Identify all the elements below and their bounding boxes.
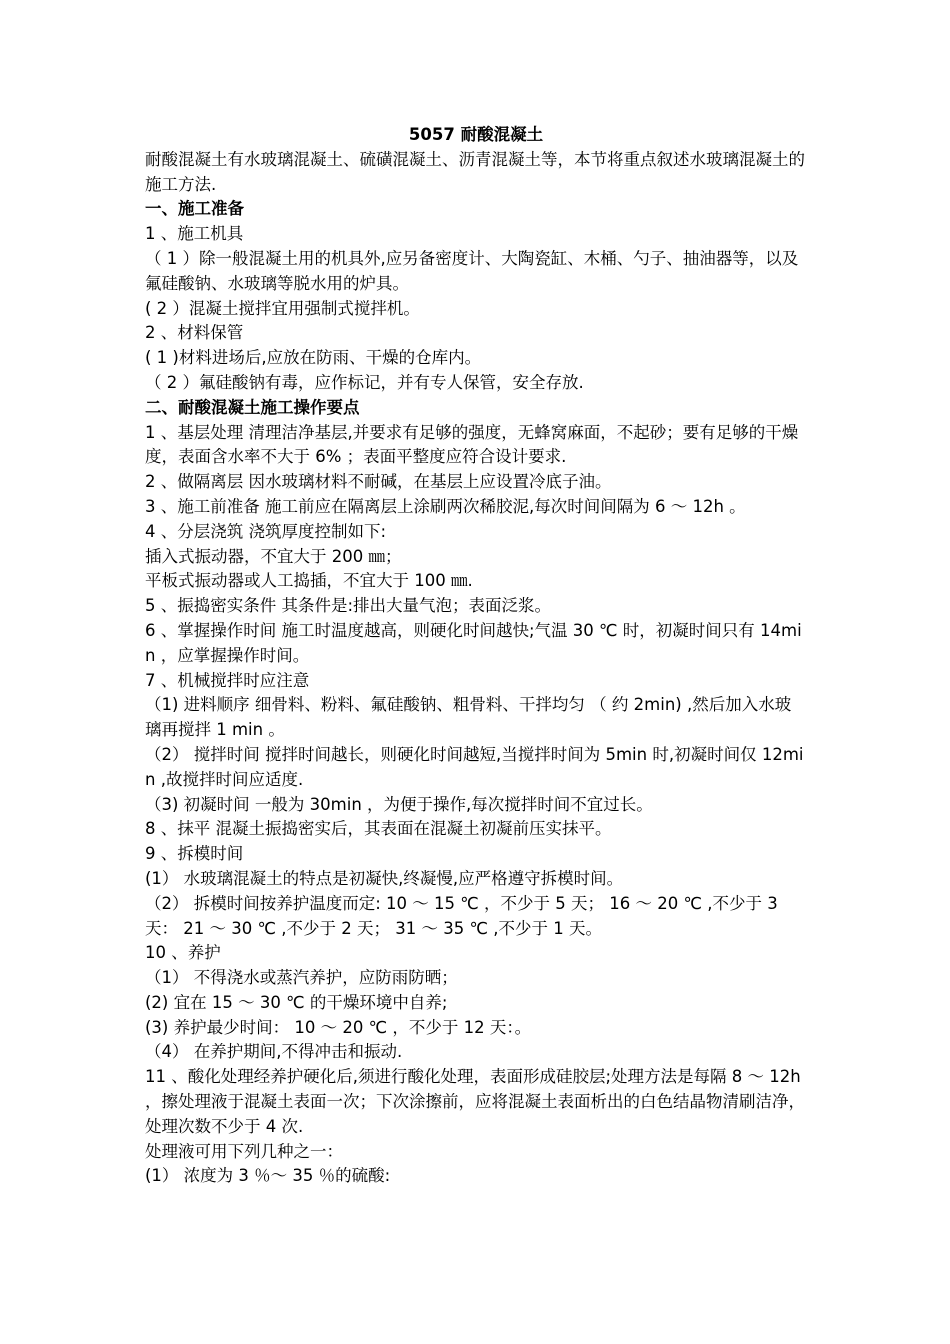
paragraph: (3) 养护最少时间： 10 ～ 20 ℃ ，不少于 12 天：。 <box>145 1017 532 1037</box>
paragraph: （2） 拆模时间按养护温度而定: 10 ～ 15 ℃ ，不少于 5 天； 16 ～ 20 ℃ ,不少于 3 天： 21 ～ 30 ℃ ,不少于 2 天； 31 ～ 35 ℃ ,不少于 1 天。 <box>145 893 778 938</box>
section-heading: 一、施工准备 <box>145 199 244 219</box>
document-title: 5057 耐酸混凝土 <box>408 125 544 144</box>
section-heading: 二、耐酸混凝土施工操作要点 <box>145 397 360 417</box>
document-body <box>145 148 807 1189</box>
paragraph: （1） 不得浇水或蒸汽养护，应防雨防晒； <box>145 968 458 988</box>
paragraph: 9 、拆模时间 <box>145 844 244 864</box>
paragraph: 8 、抹平 混凝土振捣密实后，其表面在混凝土初凝前压实抹平。 <box>145 819 612 839</box>
paragraph: （1) 进料顺序 细骨料、粉料、氟硅酸钠、粗骨料、干拌均匀 （ 约 2min) ,然后加入水玻璃再搅拌 1 min 。 <box>145 695 792 740</box>
paragraph: 7 、机械搅拌时应注意 <box>145 670 310 690</box>
paragraph: （4） 在养护期间,不得冲击和振动. <box>145 1042 403 1062</box>
paragraph: 3 、施工前准备 施工前应在隔离层上涂刷两次稀胶泥,每次时间间隔为 6 ～ 12h 。 <box>145 496 746 516</box>
paragraph: 耐酸混凝土有水玻璃混凝土、硫磺混凝土、沥青混凝土等，本节将重点叙述水玻璃混凝土的施工方法. <box>145 149 805 194</box>
paragraph: 平板式振动器或人工捣插，不宜大于 100 ㎜. <box>145 571 473 591</box>
paragraph: 2 、做隔离层 因水玻璃材料不耐碱，在基层上应设置冷底子油。 <box>145 472 612 492</box>
paragraph: （3) 初凝时间 一般为 30min ，为便于操作,每次搅拌时间不宜过长。 <box>145 794 653 814</box>
paragraph: (1） 浓度为 3 ％～ 35 ％的硫酸: <box>145 1166 391 1186</box>
paragraph: (1） 水玻璃混凝土的特点是初凝快,终凝慢,应严格遵守拆模时间。 <box>145 868 624 888</box>
paragraph: 6 、掌握操作时间 施工时温度越高，则硬化时间越快;气温 30 ℃ 时，初凝时间只有 14min ，应掌握操作时间。 <box>145 620 802 665</box>
paragraph: 5 、振捣密实条件 其条件是:排出大量气泡；表面泛浆。 <box>145 596 552 616</box>
document-page <box>145 123 807 1189</box>
paragraph: (2) 宜在 15 ～ 30 ℃ 的干燥环境中自养; <box>145 992 448 1012</box>
paragraph: 11 、酸化处理经养护硬化后,须进行酸化处理，表面形成硅胶层;处理方法是每隔 8 ～ 12h ，擦处理液于混凝土表面一次；下次涂擦前，应将混凝土表面析出的白色结晶物清刷洁净，处理次数不少于 4 次. <box>145 1067 805 1136</box>
paragraph: 4 、分层浇筑 浇筑厚度控制如下: <box>145 521 387 541</box>
paragraph: 插入式振动器，不宜大于 200 ㎜； <box>145 546 402 566</box>
paragraph: 处理液可用下列几种之一： <box>145 1141 343 1161</box>
paragraph: 2 、材料保管 <box>145 323 244 343</box>
paragraph: （2） 搅拌时间 搅拌时间越长，则硬化时间越短,当搅拌时间为 5min 时,初凝时间仅 12min ,故搅拌时间应适度. <box>145 744 804 789</box>
paragraph: （ 1 ）除一般混凝土用的机具外,应另备密度计、大陶瓷缸、木桶、勺子、抽油器等，以及氟硅酸钠、水玻璃等脱水用的炉具。 <box>145 248 799 293</box>
paragraph: ( 2 ）混凝土搅拌宜用强制式搅拌机。 <box>145 298 420 318</box>
paragraph: （ 2 ）氟硅酸钠有毒，应作标记，并有专人保管，安全存放. <box>145 372 584 392</box>
paragraph: 1 、基层处理 清理洁净基层,并要求有足够的强度，无蜂窝麻面，不起砂；要有足够的干燥度，表面含水率不大于 6% ；表面平整度应符合设计要求. <box>145 422 799 467</box>
paragraph: ( 1 )材料进场后,应放在防雨、干燥的仓库内。 <box>145 348 482 368</box>
paragraph: 10 、养护 <box>145 943 221 963</box>
paragraph: 1 、施工机具 <box>145 224 244 244</box>
